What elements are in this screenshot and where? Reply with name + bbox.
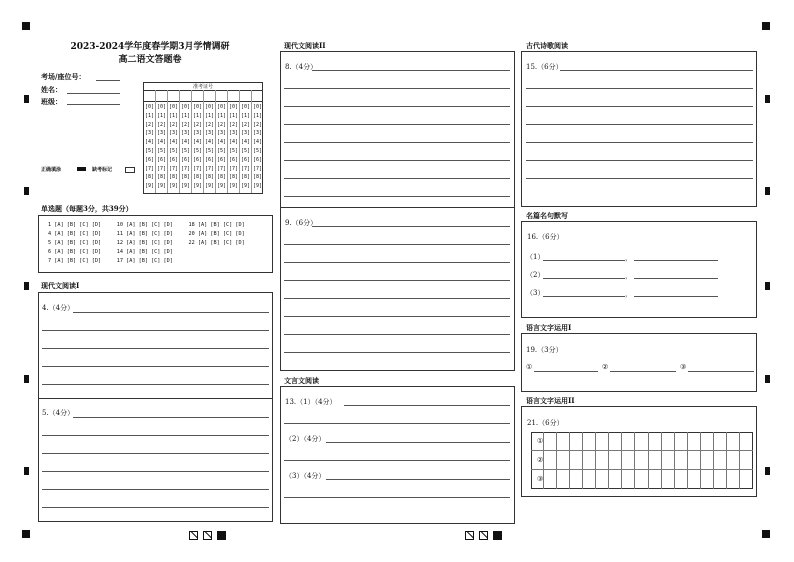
exam-digit-bubble[interactable]: [1] (157, 112, 167, 119)
answer-line[interactable] (688, 371, 754, 372)
exam-digit-bubble[interactable]: [4] (217, 139, 227, 146)
writing-grid-cell[interactable] (675, 451, 688, 470)
writing-grid-cell[interactable] (740, 470, 753, 489)
writing-grid-cell[interactable] (714, 451, 727, 470)
writing-grid-cell[interactable] (701, 451, 714, 470)
exam-number-col-divider (227, 90, 228, 193)
exam-digit-bubble[interactable]: [7] (229, 165, 239, 172)
exam-digit-bubble[interactable]: [8] (217, 174, 227, 181)
answer-line[interactable] (42, 366, 269, 367)
answer-line[interactable] (42, 384, 269, 385)
exam-digit-bubble[interactable]: [7] (217, 165, 227, 172)
writing-grid-cell[interactable] (557, 432, 570, 451)
exam-digit-bubble[interactable]: [2] (205, 121, 215, 128)
answer-line[interactable] (284, 280, 510, 281)
exam-digit-bubble[interactable]: [1] (217, 112, 227, 119)
exam-digit-bubble[interactable]: [8] (169, 174, 179, 181)
exam-digit-bubble[interactable]: [7] (253, 165, 263, 172)
writing-grid-cell[interactable] (570, 432, 583, 451)
answer-line[interactable] (526, 160, 753, 161)
exam-digit-bubble[interactable]: [3] (169, 130, 179, 137)
writing-grid-cell[interactable] (609, 451, 622, 470)
divider (280, 207, 515, 208)
timing-mark (765, 187, 770, 195)
exam-digit-bubble[interactable]: [5] (217, 148, 227, 154)
famous-item-3: （3） (526, 289, 545, 297)
writing-grid-cell[interactable] (635, 451, 648, 470)
writing-grid-cell[interactable] (596, 470, 609, 489)
exam-digit-bubble[interactable]: [5] (193, 148, 203, 154)
poetry-section-title: 古代诗歌阅读 (526, 41, 568, 50)
page-marker-hatched (203, 531, 212, 540)
exam-number-title: 准考证号 (192, 84, 213, 90)
writing-grid-cell[interactable] (662, 432, 675, 451)
mc-row[interactable]: 6 [A] [B] [C] [D] 14 [A] [B] [C] [D] (48, 249, 173, 255)
answer-line[interactable] (634, 296, 718, 297)
question-8-label: 8.（4分） (285, 63, 318, 71)
exam-digit-bubble[interactable]: [6] (193, 156, 203, 163)
exam-digit-bubble[interactable]: [1] (205, 112, 215, 119)
exam-digit-bubble[interactable]: [4] (169, 139, 179, 146)
exam-digit-bubble[interactable]: [3] (193, 130, 203, 137)
answer-line[interactable] (284, 298, 510, 299)
lang1-section-title: 语言文字运用I (526, 323, 572, 332)
answer-line[interactable] (526, 124, 753, 125)
blank-2-label: ② (602, 363, 609, 371)
page-marker-hatched (189, 531, 198, 540)
answer-line[interactable] (284, 460, 510, 461)
exam-digit-bubble[interactable]: [1] (241, 112, 251, 119)
exam-digit-bubble[interactable]: [7] (193, 165, 203, 172)
blank-1-label: ① (526, 363, 533, 371)
question-13-1-label: 13.（1）（4分） (285, 398, 337, 406)
exam-digit-bubble[interactable]: [9] (181, 183, 191, 190)
exam-digit-bubble[interactable]: [3] (205, 130, 215, 137)
answer-line[interactable] (284, 352, 510, 353)
exam-digit-bubble[interactable]: [1] (193, 112, 203, 119)
legend-correct-label: 正确填涂 (41, 167, 62, 173)
mc-row[interactable]: 1 [A] [B] [C] [D] 10 [A] [B] [C] [D] 18 [A] [B] [C] [D] (48, 222, 245, 228)
answer-line[interactable] (526, 178, 753, 179)
exam-digit-bubble[interactable]: [9] (217, 183, 227, 190)
reading1-box (38, 292, 273, 522)
field-input-class[interactable] (67, 104, 120, 105)
exam-digit-bubble[interactable]: [9] (193, 183, 203, 190)
exam-digit-bubble[interactable]: [5] (205, 148, 215, 154)
exam-digit-bubble[interactable]: [1] (253, 112, 263, 119)
mc-section-title: 单选题（每题3分，共39分） (41, 204, 133, 213)
exam-digit-bubble[interactable]: [5] (229, 148, 239, 154)
timing-mark (24, 95, 29, 103)
answer-line[interactable] (284, 124, 510, 125)
answer-line[interactable] (284, 423, 510, 424)
exam-digit-bubble[interactable]: [3] (253, 130, 263, 137)
writing-grid-cell[interactable] (557, 451, 570, 470)
divider (38, 398, 273, 399)
answer-line[interactable] (284, 160, 510, 161)
exam-digit-bubble[interactable]: [3] (145, 130, 155, 137)
writing-grid-cell[interactable] (688, 470, 701, 489)
exam-digit-bubble[interactable]: [4] (253, 139, 263, 146)
page-marker-solid (217, 531, 226, 540)
writing-grid-cell[interactable] (557, 470, 570, 489)
answer-line[interactable] (284, 244, 510, 245)
exam-digit-bubble[interactable]: [5] (145, 148, 155, 154)
exam-digit-bubble[interactable]: [3] (241, 130, 251, 137)
exam-digit-bubble[interactable]: [6] (145, 156, 155, 163)
writing-grid-cell[interactable] (688, 451, 701, 470)
timing-mark (765, 467, 770, 475)
answer-line[interactable] (284, 106, 510, 107)
exam-digit-bubble[interactable]: [2] (253, 121, 263, 128)
page-title: 2023-2024学年度春学期3月学情调研 (70, 42, 230, 52)
exam-digit-bubble[interactable]: [0] (157, 104, 167, 110)
exam-digit-bubble[interactable]: [2] (145, 121, 155, 128)
corner-mark-bottom-right (762, 530, 770, 538)
question-9-label: 9.（6分） (285, 219, 318, 227)
answer-line[interactable] (634, 278, 718, 279)
writing-grid-cell[interactable] (583, 432, 596, 451)
timing-mark (24, 282, 29, 290)
exam-digit-bubble[interactable]: [6] (205, 156, 215, 163)
legend-missing-checkbox[interactable] (125, 167, 135, 173)
exam-digit-bubble[interactable]: [4] (145, 139, 155, 146)
writing-grid-cell[interactable] (675, 470, 688, 489)
writing-grid-cell[interactable] (609, 470, 622, 489)
exam-digit-bubble[interactable]: [0] (241, 104, 251, 110)
exam-digit-bubble[interactable]: [5] (241, 148, 251, 154)
answer-line[interactable] (312, 226, 510, 227)
timing-mark (765, 282, 770, 290)
question-13-3-label: （3）（4分） (285, 472, 326, 480)
answer-line[interactable] (73, 312, 269, 313)
answer-line[interactable] (284, 142, 510, 143)
corner-mark-top-left (22, 22, 30, 30)
answer-line[interactable] (526, 106, 753, 107)
answer-line[interactable] (543, 296, 625, 297)
timing-mark (24, 467, 29, 475)
question-21-label: 21.（6分） (527, 419, 564, 427)
exam-digit-bubble[interactable]: [0] (205, 104, 215, 110)
classical-section-title: 文言文阅读 (284, 376, 319, 385)
mc-row[interactable]: 7 [A] [B] [C] [D] 17 [A] [B] [C] [D] (48, 258, 173, 264)
answer-line[interactable] (284, 196, 510, 197)
writing-grid-cell[interactable] (635, 470, 648, 489)
writing-grid-cell[interactable] (662, 451, 675, 470)
exam-digit-bubble[interactable]: [0] (169, 104, 179, 110)
exam-digit-bubble[interactable]: [2] (157, 121, 167, 128)
field-input-name[interactable] (67, 93, 120, 94)
grid-row-3-label: ③ (537, 475, 544, 483)
writing-grid-cell[interactable] (727, 451, 740, 470)
exam-digit-bubble[interactable]: [8] (157, 174, 167, 181)
exam-digit-bubble[interactable]: [9] (169, 183, 179, 190)
separator: ， (625, 254, 632, 262)
answer-line[interactable] (526, 88, 753, 89)
writing-grid-cell[interactable] (727, 470, 740, 489)
timing-mark (765, 375, 770, 383)
writing-grid-cell[interactable] (570, 451, 583, 470)
lang2-section-title: 语言文字运用II (526, 396, 575, 405)
answer-line[interactable] (284, 262, 510, 263)
exam-digit-bubble[interactable]: [1] (229, 112, 239, 119)
separator: ， (625, 290, 632, 298)
exam-digit-bubble[interactable]: [3] (157, 130, 167, 137)
answer-line[interactable] (42, 330, 269, 331)
exam-digit-bubble[interactable]: [8] (181, 174, 191, 181)
exam-digit-bubble[interactable]: [4] (241, 139, 251, 146)
mc-row[interactable]: 4 [A] [B] [C] [D] 11 [A] [B] [C] [D] 20 [A] [B] [C] [D] (48, 231, 245, 237)
answer-line[interactable] (284, 88, 510, 89)
writing-grid-cell[interactable] (596, 451, 609, 470)
exam-digit-bubble[interactable]: [8] (145, 174, 155, 181)
exam-digit-bubble[interactable]: [2] (193, 121, 203, 128)
writing-grid-cell[interactable] (583, 451, 596, 470)
answer-line[interactable] (42, 471, 269, 472)
exam-digit-bubble[interactable]: [7] (205, 165, 215, 172)
exam-digit-bubble[interactable]: [0] (193, 104, 203, 110)
answer-line[interactable] (284, 497, 510, 498)
question-15-label: 15.（6分） (526, 63, 563, 71)
famous-item-1: （1） (526, 253, 545, 261)
answer-line[interactable] (610, 371, 676, 372)
exam-digit-bubble[interactable]: [5] (181, 148, 191, 154)
answer-line[interactable] (526, 142, 753, 143)
exam-digit-bubble[interactable]: [7] (241, 165, 251, 172)
exam-digit-bubble[interactable]: [1] (145, 112, 155, 119)
answer-line[interactable] (312, 70, 510, 71)
writing-grid-cell[interactable] (583, 470, 596, 489)
exam-digit-bubble[interactable]: [9] (145, 183, 155, 190)
exam-digit-bubble[interactable]: [2] (217, 121, 227, 128)
reading2-box (280, 51, 515, 371)
exam-digit-bubble[interactable]: [9] (241, 183, 251, 190)
separator: ， (625, 272, 632, 280)
writing-grid-cell[interactable] (727, 432, 740, 451)
field-label-class: 班级： (41, 97, 62, 106)
answer-line[interactable] (284, 178, 510, 179)
exam-digit-bubble[interactable]: [7] (169, 165, 179, 172)
writing-grid-cell[interactable] (649, 432, 662, 451)
exam-digit-bubble[interactable]: [5] (169, 148, 179, 154)
timing-mark (24, 187, 29, 195)
writing-grid-cell[interactable] (635, 432, 648, 451)
exam-number-col-divider (179, 90, 180, 193)
answer-line[interactable] (543, 278, 625, 279)
writing-grid-cell[interactable] (622, 470, 635, 489)
exam-number-col-divider (155, 90, 156, 193)
answer-line[interactable] (326, 479, 510, 480)
exam-digit-bubble[interactable]: [7] (157, 165, 167, 172)
exam-digit-bubble[interactable]: [0] (217, 104, 227, 110)
writing-grid-cell[interactable] (649, 451, 662, 470)
famous-item-2: （2） (526, 271, 545, 279)
answer-line[interactable] (42, 435, 269, 436)
writing-grid-cell[interactable] (649, 470, 662, 489)
exam-digit-bubble[interactable]: [2] (241, 121, 251, 128)
exam-digit-bubble[interactable]: [7] (181, 165, 191, 172)
question-13-2-label: （2）（4分） (285, 435, 326, 443)
field-label-name: 姓名： (41, 85, 62, 94)
exam-digit-bubble[interactable]: [6] (157, 156, 167, 163)
reading2-section-title: 现代文阅读II (284, 41, 326, 50)
writing-grid-cell[interactable] (740, 432, 753, 451)
exam-digit-bubble[interactable]: [9] (157, 183, 167, 190)
famous-section-title: 名篇名句默写 (526, 211, 568, 220)
exam-digit-bubble[interactable]: [4] (181, 139, 191, 146)
exam-digit-bubble[interactable]: [0] (229, 104, 239, 110)
exam-digit-bubble[interactable]: [0] (145, 104, 155, 110)
writing-grid-cell[interactable] (675, 432, 688, 451)
exam-digit-bubble[interactable]: [2] (181, 121, 191, 128)
answer-line[interactable] (42, 348, 269, 349)
page-marker-solid (493, 531, 502, 540)
exam-digit-bubble[interactable]: [5] (157, 148, 167, 154)
exam-digit-bubble[interactable]: [6] (169, 156, 179, 163)
exam-number-col-divider (191, 90, 192, 193)
writing-grid-cell[interactable] (740, 451, 753, 470)
writing-grid-cell[interactable] (701, 470, 714, 489)
exam-number-col-divider (215, 90, 216, 193)
page-marker-hatched (465, 531, 474, 540)
answer-line[interactable] (42, 489, 269, 490)
answer-line[interactable] (284, 334, 510, 335)
exam-digit-bubble[interactable]: [2] (169, 121, 179, 128)
blank-3-label: ③ (680, 363, 687, 371)
corner-mark-top-right (762, 22, 770, 30)
answer-line[interactable] (326, 442, 510, 443)
grid-row-1-label: ① (537, 437, 544, 445)
lang1-box (521, 333, 757, 392)
exam-digit-bubble[interactable]: [4] (193, 139, 203, 146)
writing-grid-cell[interactable] (714, 432, 727, 451)
exam-digit-bubble[interactable]: [1] (169, 112, 179, 119)
grid-row-2-label: ② (537, 456, 544, 464)
writing-grid-cell[interactable] (622, 432, 635, 451)
answer-line[interactable] (560, 70, 753, 71)
legend-correct-swatch (77, 167, 86, 171)
exam-digit-bubble[interactable]: [9] (253, 183, 263, 190)
writing-grid-cell[interactable] (596, 432, 609, 451)
answer-line[interactable] (73, 417, 269, 418)
mc-row[interactable]: 5 [A] [B] [C] [D] 12 [A] [B] [C] [D] 22 [A] [B] [C] [D] (48, 240, 245, 246)
field-input-seat[interactable] (96, 80, 120, 81)
exam-number-col-divider (239, 90, 240, 193)
exam-digit-bubble[interactable]: [2] (229, 121, 239, 128)
exam-digit-bubble[interactable]: [3] (229, 130, 239, 137)
exam-number-col-divider (167, 90, 168, 193)
exam-digit-bubble[interactable]: [7] (145, 165, 155, 172)
exam-digit-bubble[interactable]: [3] (181, 130, 191, 137)
exam-digit-bubble[interactable]: [3] (217, 130, 227, 137)
writing-grid-cell[interactable] (544, 470, 557, 489)
question-16-label: 16.（6分） (527, 233, 564, 241)
answer-line[interactable] (344, 405, 510, 406)
exam-digit-bubble[interactable]: [1] (181, 112, 191, 119)
answer-line[interactable] (42, 507, 269, 508)
writing-grid-cell[interactable] (570, 470, 583, 489)
exam-digit-bubble[interactable]: [8] (205, 174, 215, 181)
exam-digit-bubble[interactable]: [8] (193, 174, 203, 181)
exam-digit-bubble[interactable]: [8] (229, 174, 239, 181)
writing-grid-cell[interactable] (622, 451, 635, 470)
answer-line[interactable] (543, 260, 625, 261)
exam-digit-bubble[interactable]: [6] (253, 156, 263, 163)
exam-digit-bubble[interactable]: [0] (181, 104, 191, 110)
reading1-section-title: 现代文阅读I (41, 281, 80, 290)
exam-digit-bubble[interactable]: [9] (229, 183, 239, 190)
poetry-box (521, 51, 757, 207)
answer-line[interactable] (534, 371, 598, 372)
exam-digit-bubble[interactable]: [8] (253, 174, 263, 181)
field-label-seat: 考场/座位号： (41, 72, 86, 81)
writing-grid-cell[interactable] (544, 432, 557, 451)
question-4-label: 4.（4分） (42, 304, 75, 312)
exam-digit-bubble[interactable]: [0] (253, 104, 263, 110)
timing-mark (24, 375, 29, 383)
corner-mark-bottom-left (22, 530, 30, 538)
writing-grid-cell[interactable] (544, 451, 557, 470)
question-5-label: 5.（4分） (42, 409, 75, 417)
exam-digit-bubble[interactable]: [8] (241, 174, 251, 181)
exam-number-col-divider (251, 90, 252, 193)
exam-number-col-divider (203, 90, 204, 193)
exam-digit-bubble[interactable]: [5] (253, 148, 263, 154)
legend-missing-label: 缺考标记 (92, 167, 113, 173)
timing-mark (765, 95, 770, 103)
exam-digit-bubble[interactable]: [9] (205, 183, 215, 190)
exam-digit-bubble[interactable]: [6] (217, 156, 227, 163)
writing-grid-cell[interactable] (701, 432, 714, 451)
answer-line[interactable] (634, 260, 718, 261)
page-subtitle: 高二语文答题卷 (118, 55, 182, 65)
exam-digit-bubble[interactable]: [6] (229, 156, 239, 163)
writing-grid-cell[interactable] (662, 470, 675, 489)
writing-grid-cell[interactable] (714, 470, 727, 489)
page-marker-hatched (479, 531, 488, 540)
exam-digit-bubble[interactable]: [6] (181, 156, 191, 163)
writing-grid-cell[interactable] (609, 432, 622, 451)
exam-digit-bubble[interactable]: [4] (205, 139, 215, 146)
answer-line[interactable] (284, 316, 510, 317)
exam-digit-bubble[interactable]: [6] (241, 156, 251, 163)
writing-grid-cell[interactable] (688, 432, 701, 451)
exam-digit-bubble[interactable]: [4] (157, 139, 167, 146)
question-19-label: 19.（3分） (526, 346, 563, 354)
answer-line[interactable] (42, 453, 269, 454)
exam-digit-bubble[interactable]: [4] (229, 139, 239, 146)
